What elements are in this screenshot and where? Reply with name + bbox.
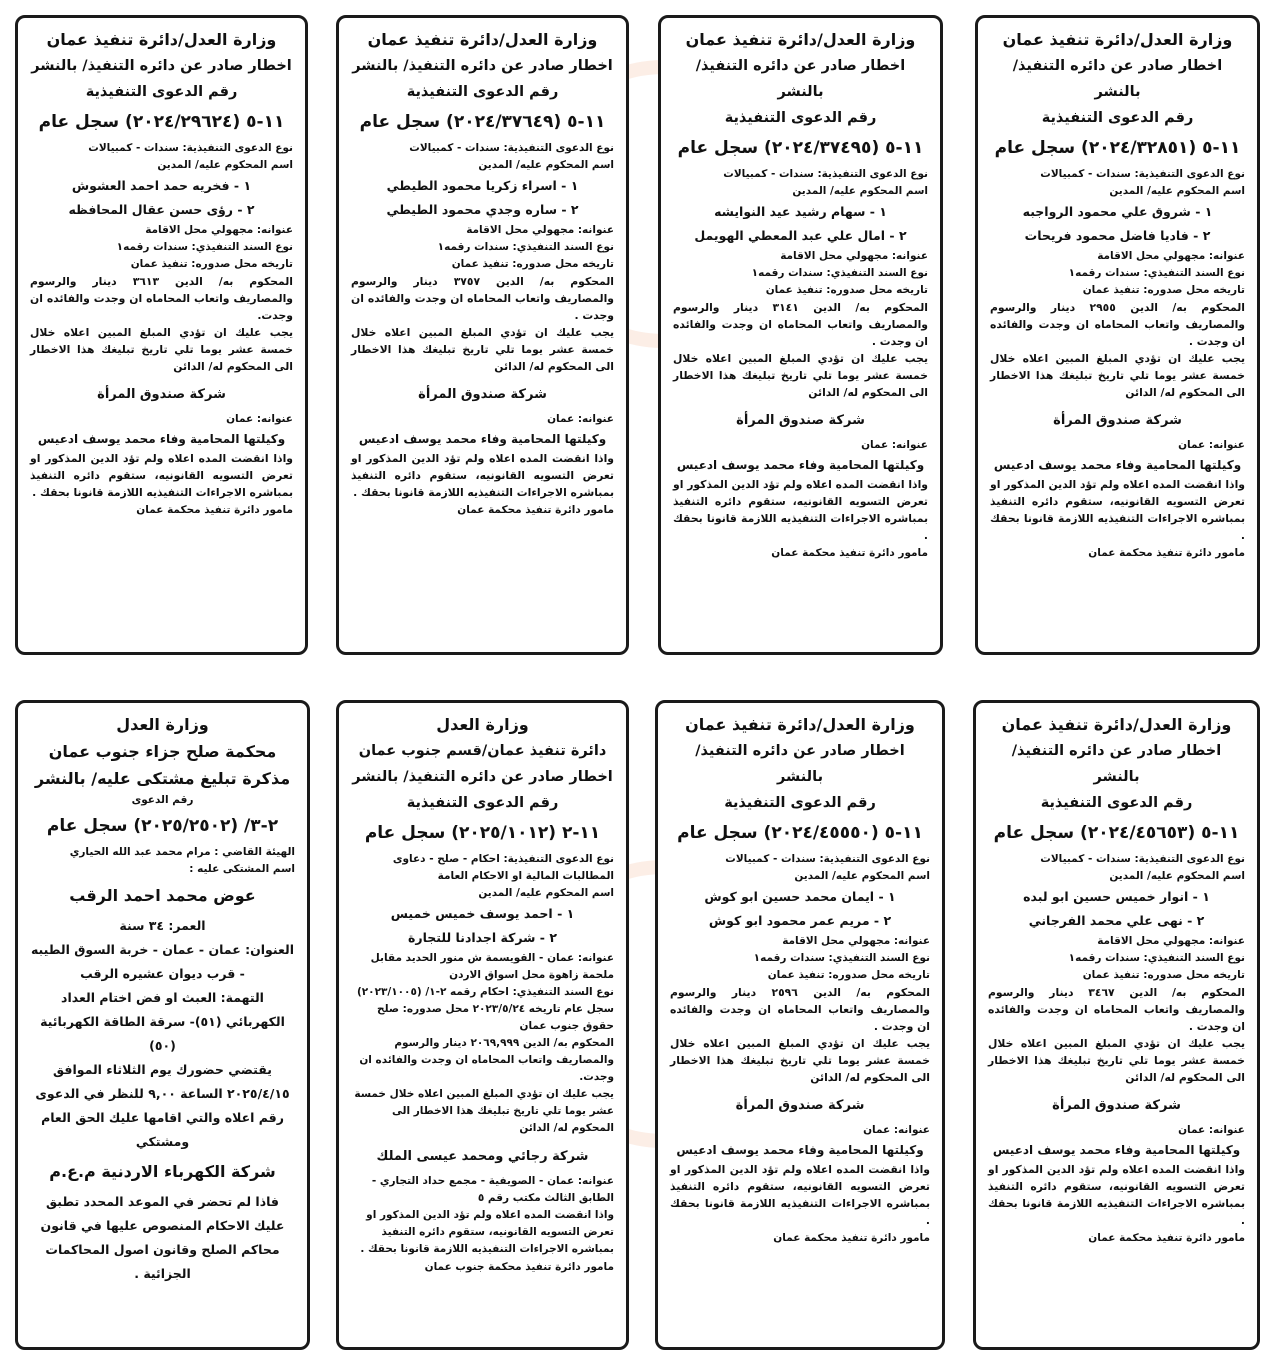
notice-line: عنوانه: عمان — [863, 1124, 930, 1136]
notice-line: ١١-٥ (٢٠٢٤/٤٥٦٥٣) سجل عام — [993, 823, 1240, 843]
notice-line: ٢ - نهى علي محمد الفرجاني — [1028, 913, 1205, 928]
notice-line: اخطار صادر عن دائره التنفيذ/ بالنشر — [352, 769, 613, 785]
notice-line: رقم الدعوى التنفيذية — [406, 795, 559, 811]
notice-line: الهيئة القاضي : مرام محمد عبد الله الحياري — [69, 846, 295, 858]
notice-line: اخطار صادر عن دائره التنفيذ/ بالنشر — [352, 58, 613, 74]
notice-line: ١ - فخريه حمد احمد العشوش — [71, 178, 252, 193]
notice-card — [15, 700, 310, 1350]
notice-line: تاريخه محل صدوره: تنفيذ عمان — [451, 258, 614, 270]
notice-line: تاريخه محل صدوره: تنفيذ عمان — [1082, 969, 1245, 981]
notice-line: عنوانه: عمان — [547, 413, 614, 425]
notice-card — [336, 700, 629, 1350]
notice-line: نوع السند التنفيذي: احكام رقمه ٢-١/ (٢٠٢٣/١٠٠٥) سجل عام تاريخه ٢٠٢٣/٥/٢٤ محل صدوره: صلح حقوق جنوب عمان — [356, 986, 614, 1032]
notice-line: ٢ - امال علي عبد المعطي الهويمل — [694, 228, 907, 243]
notice-line: عنوانه: مجهولي محل الاقامة — [145, 224, 293, 236]
notice-line: يجب عليك ان تؤدي المبلغ المبين اعلاه خلال خمسة عشر يوما تلي تاريخ تبليغك هذا الاخطار الى المحكوم له/ الدائن — [673, 352, 928, 399]
notice-line: يجب عليك ان تؤدي المبلغ المبين اعلاه خلال خمسة عشر يوما تلي تاريخ تبليغك هذا الاخطار الى المحكوم له/ الدائن — [670, 1037, 930, 1084]
notice-line: واذا انقضت المده اعلاه ولم تؤد الدين المذكور او تعرض التسويه القانونيه، ستقوم دائره التنفيذ بمباشره الاجراءات التنفيذيه اللازمة قانونا بحقك . — [673, 478, 928, 542]
notice-line: ١١-٥ (٢٠٢٤/٤٥٥٥٠) سجل عام — [677, 823, 923, 843]
notice-line: ١١-٥ (٢٠٢٤/٢٩٦٢٤) سجل عام — [38, 112, 285, 132]
notice-line: رقم الدعوى التنفيذية — [1041, 110, 1194, 126]
notice-line: يجب عليك ان تؤدي المبلغ المبين اعلاه خلال خمسة عشر يوما تلي تاريخ تبليغك هذا الاخطار الى المحكوم له/ الدائن — [351, 326, 614, 373]
notice-line: رقم الدعوى التنفيذية — [1040, 795, 1193, 811]
notice-line: شركة صندوق المرأة — [735, 1098, 865, 1113]
notice-line: المحكوم به/ الدين ٣٤٦٧ دينار والرسوم والمصاريف واتعاب المحاماه ان وجدت والفائده ان وجدت . — [988, 986, 1245, 1033]
notice-line: واذا انقضت المده اعلاه ولم تؤد الدين المذكور او تعرض التسويه القانونيه، ستقوم دائره التنفيذ بمباشره الاجراءات التنفيذيه اللازمة قانونا بحقك . — [360, 1209, 614, 1255]
notice-line: وزارة العدل/دائرة تنفيذ عمان — [367, 30, 598, 49]
notice-line: رقم الدعوى التنفيذية — [724, 795, 876, 811]
notice-line: العنوان: عمان - عمان - خربة السوق الطيبه - قرب ديوان عشيره الرقب — [30, 942, 295, 981]
notice-line: رقم الدعوى التنفيذية — [85, 84, 238, 100]
notice-line: المحكوم به/ الدين ٣٦١٣ دينار والرسوم والمصاريف واتعاب المحاماه ان وجدت والفائده ان وجدت. — [30, 275, 293, 322]
notice-line: ١ - سهام رشيد عيد النوايشه — [714, 204, 887, 219]
notice-line: عنوانه: مجهولي محل الاقامة — [780, 250, 928, 262]
notice-line: وكيلتها المحامية وفاء محمد يوسف ادعيس — [676, 458, 925, 472]
notice-line: واذا انقضت المده اعلاه ولم تؤد الدين المذكور او تعرض التسويه القانونيه، ستقوم دائره التنفيذ بمباشره الاجراءات التنفيذيه اللازمة قانونا بحقك . — [990, 478, 1245, 542]
notice-line: واذا انقضت المده اعلاه ولم تؤد الدين المذكور او تعرض التسويه القانونيه، ستقوم دائره التنفيذ بمباشره الاجراءات التنفيذيه اللازمة قانونا بحقك . — [351, 452, 614, 499]
notice-line: نوع الدعوى التنفيذية: سندات - كمبيالات — [88, 142, 293, 154]
notice-line: ١ - انوار خميس حسين ابو لبده — [1023, 889, 1210, 904]
notice-line: ١ - اسراء زكريا محمود الطيطي — [386, 178, 579, 193]
notice-line: نوع السند التنفيذي: سندات رقمه١ — [437, 241, 614, 253]
notice-line: نوع الدعوى التنفيذية: سندات - كمبيالات — [409, 142, 614, 154]
notice-line: ١١-٢ (٢٠٢٥/١٠١٢) سجل عام — [364, 823, 601, 843]
notice-line: ١١-٥ (٢٠٢٤/٣٧٦٤٩) سجل عام — [359, 112, 606, 132]
notice-line: اخطار صادر عن دائره التنفيذ/ بالنشر — [1011, 743, 1222, 785]
notice-line: اسم المحكوم عليه/ المدين — [792, 185, 928, 197]
notice-line: اسم المحكوم عليه/ المدين — [157, 159, 293, 171]
notice-line: ١ - ايمان محمد حسين ابو كوش — [704, 889, 896, 904]
notice-line: تاريخه محل صدوره: تنفيذ عمان — [765, 284, 928, 296]
notice-line: اسم المحكوم عليه/ المدين — [478, 887, 614, 899]
notice-line: اسم المحكوم عليه/ المدين — [794, 870, 930, 882]
notice-line: نوع السند التنفيذي: سندات رقمه١ — [116, 241, 293, 253]
notice-line: نوع الدعوى التنفيذية: سندات - كمبيالات — [723, 168, 928, 180]
notice-line: ١ - احمد يوسف خميس خميس — [390, 906, 575, 921]
notice-line: وزارة العدل — [436, 715, 529, 734]
notice-line: عنوانه: مجهولي محل الاقامة — [782, 935, 930, 947]
notice-line: واذا انقضت المده اعلاه ولم تؤد الدين المذكور او تعرض التسويه القانونيه، ستقوم دائره التنفيذ بمباشره الاجراءات التنفيذيه اللازمة قانونا بحقك . — [30, 452, 293, 499]
notice-line: مذكرة تبليغ مشتكى عليه/ بالنشر — [34, 769, 291, 788]
notice-line: شركة صندوق المرأة — [736, 413, 865, 428]
notice-line: العمر: ٣٤ سنة — [119, 918, 206, 933]
notice-line: وزارة العدل — [116, 715, 209, 734]
notice-line: شركة صندوق المرأة — [418, 387, 547, 402]
notice-line: شركة صندوق المرأة — [1052, 1098, 1181, 1113]
notice-line: ١ - شروق علي محمود الرواجبه — [1022, 204, 1213, 219]
notice-line: رقم الدعوى — [131, 794, 194, 806]
notice-line: يجب عليك ان تؤدي المبلغ المبين اعلاه خلال خمسة عشر يوما تلي تاريخ تبليغك هذا الاخطار الى المحكوم له/ الدائن — [354, 1088, 614, 1134]
notice-line: المحكوم به/ الدين ٢٩٥٥ دينار والرسوم والمصاريف واتعاب المحاماه ان وجدت والفائده ان وجدت . — [990, 301, 1245, 348]
notice-line: محكمة صلح جزاء جنوب عمان — [48, 742, 277, 761]
notice-card — [975, 15, 1260, 655]
notice-line: تاريخه محل صدوره: تنفيذ عمان — [1082, 284, 1245, 296]
notice-line: اسم المحكوم عليه/ المدين — [1109, 870, 1245, 882]
notice-line: المحكوم به/ الدين ٣١٤١ دينار والرسوم والمصاريف واتعاب المحاماه ان وجدت والفائده ان وجدت . — [673, 301, 928, 348]
notice-line: اسم المحكوم عليه/ المدين — [1109, 185, 1245, 197]
notice-line: مامور دائرة تنفيذ محكمة جنوب عمان — [424, 1261, 614, 1273]
notice-line: ١١-٥ (٢٠٢٤/٣٢٨٥١) سجل عام — [994, 138, 1241, 158]
notice-line: ٢ - شركة اجدادنا للتجارة — [408, 930, 557, 945]
notice-line: مامور دائرة تنفيذ محكمة عمان — [1088, 1232, 1245, 1244]
notice-line: مامور دائرة تنفيذ محكمة عمان — [136, 504, 293, 516]
notice-line: عنوانه: مجهولي محل الاقامة — [1097, 250, 1245, 262]
notice-line: وكيلتها المحامية وفاء محمد يوسف ادعيس — [993, 458, 1242, 472]
notice-line: ٢ - فاديا فاضل محمود فريحات — [1024, 228, 1211, 243]
notice-line: عنوانه: مجهولي محل الاقامة — [1097, 935, 1245, 947]
notice-line: يجب عليك ان تؤدي المبلغ المبين اعلاه خلال خمسة عشر يوما تلي تاريخ تبليغك هذا الاخطار الى المحكوم له/ الدائن — [990, 352, 1245, 399]
notice-line: يجب عليك ان تؤدي المبلغ المبين اعلاه خلال خمسة عشر يوما تلي تاريخ تبليغك هذا الاخطار الى المحكوم له/ الدائن — [988, 1037, 1245, 1084]
notice-line: واذا انقضت المده اعلاه ولم تؤد الدين المذكور او تعرض التسويه القانونيه، ستقوم دائره التنفيذ بمباشره الاجراءات التنفيذيه اللازمة قانونا بحقك . — [988, 1163, 1245, 1227]
notice-line: اخطار صادر عن دائره التنفيذ/ بالنشر — [1012, 58, 1223, 100]
notice-line: نوع السند التنفيذي: سندات رقمه١ — [1068, 952, 1245, 964]
notice-line: نوع السند التنفيذي: سندات رقمه١ — [751, 267, 928, 279]
notice-line: وزارة العدل/دائرة تنفيذ عمان — [46, 30, 277, 49]
notice-card — [973, 700, 1260, 1350]
notice-line: وزارة العدل/دائرة تنفيذ عمان — [1001, 715, 1232, 734]
notice-line: عنوانه: مجهولي محل الاقامة — [466, 224, 614, 236]
notice-line: نوع الدعوى التنفيذية: احكام - صلح - دعاوى المطالبات المالية او الاحكام العامة — [392, 853, 614, 882]
notice-line: ٢ - رؤى حسن عقال المحافظه — [68, 202, 255, 217]
notice-line: تاريخه محل صدوره: تنفيذ عمان — [767, 969, 930, 981]
notice-line: عنوانه: عمان — [1178, 439, 1245, 451]
notice-line: شركة رجائي ومحمد عيسى الملك — [376, 1149, 589, 1164]
notice-line: اخطار صادر عن دائره التنفيذ/ بالنشر — [31, 58, 292, 74]
notice-line: تاريخه محل صدوره: تنفيذ عمان — [130, 258, 293, 270]
notice-line: مامور دائرة تنفيذ محكمة عمان — [1088, 547, 1245, 559]
notice-line: شركة صندوق المرأة — [97, 387, 226, 402]
notice-line: ١١-٥ (٢٠٢٤/٣٧٤٩٥) سجل عام — [677, 138, 924, 158]
notice-line: وكيلتها المحامية وفاء محمد يوسف ادعيس — [992, 1143, 1241, 1157]
notice-line: المحكوم به/ الدين ٢٠٦٩,٩٩٩ دينار والرسوم والمصاريف واتعاب المحاماه ان وجدت والفائده ان وجدت. — [359, 1037, 614, 1083]
notice-line: شركة الكهرباء الاردنية م.ع.م — [49, 1162, 276, 1181]
notice-line: وكيلتها المحامية وفاء محمد يوسف ادعيس — [358, 432, 607, 446]
notice-line: وكيلتها المحامية وفاء محمد يوسف ادعيس — [676, 1143, 924, 1157]
notice-card — [15, 15, 308, 655]
notice-line: عوض محمد احمد الرقب — [69, 886, 256, 905]
notice-line: وزارة العدل/دائرة تنفيذ عمان — [685, 30, 916, 49]
notice-line: نوع الدعوى التنفيذية: سندات - كمبيالات — [1040, 853, 1245, 865]
notice-line: نوع السند التنفيذي: سندات رقمه١ — [753, 952, 930, 964]
notice-line: مامور دائرة تنفيذ محكمة عمان — [457, 504, 614, 516]
notice-line: عنوانه: عمان - الصويفية - مجمع حداد التجاري - الطابق الثالث مكتب رقم ٥ — [371, 1175, 614, 1204]
notice-line: شركة صندوق المرأة — [1053, 413, 1182, 428]
notice-line: ٢ - ساره وجدي محمود الطيطي — [386, 202, 579, 217]
notice-line: المحكوم به/ الدين ٢٥٩٦ دينار والرسوم والمصاريف واتعاب المحاماه ان وجدت والفائده ان وجدت . — [670, 986, 930, 1033]
notice-card — [336, 15, 629, 655]
notice-line: عنوانه: عمان — [861, 439, 928, 451]
notice-card — [658, 15, 943, 655]
notice-line: اخطار صادر عن دائره التنفيذ/ بالنشر — [695, 58, 906, 100]
notice-line: المحكوم به/ الدين ٣٧٥٧ دينار والرسوم والمصاريف واتعاب المحاماه ان وجدت والفائده ان وجدت . — [351, 275, 614, 322]
notice-line: التهمة: العبث او فض اختام العداد الكهربائي (٥١)- سرقة الطاقة الكهربائية (٥٠) — [40, 990, 285, 1053]
notice-line: عنوانه: عمان - القويسمة ش منور الحديد مقابل ملحمة زاهوة محل اسواق الاردن — [370, 952, 614, 981]
notice-card — [655, 700, 945, 1350]
notice-line: نوع السند التنفيذي: سندات رقمه١ — [1068, 267, 1245, 279]
notice-line: ٢-٣/ (٢٠٢٥/٢٥٠٢) سجل عام — [46, 816, 279, 836]
notice-line: رقم الدعوى التنفيذية — [406, 84, 559, 100]
notice-line: وكيلتها المحامية وفاء محمد يوسف ادعيس — [37, 432, 286, 446]
notice-line: يجب عليك ان تؤدي المبلغ المبين اعلاه خلال خمسة عشر يوما تلي تاريخ تبليغك هذا الاخطار الى المحكوم له/ الدائن — [30, 326, 293, 373]
notice-line: واذا انقضت المده اعلاه ولم تؤد الدين المذكور او تعرض التسويه القانونيه، ستقوم دائره التنفيذ بمباشره الاجراءات التنفيذيه اللازمة قانونا بحقك . — [670, 1163, 930, 1227]
notice-line: مامور دائرة تنفيذ محكمة عمان — [771, 547, 928, 559]
notice-line: نوع الدعوى التنفيذية: سندات - كمبيالات — [1040, 168, 1245, 180]
notice-line: اسم المحكوم عليه/ المدين — [478, 159, 614, 171]
notice-line: وزارة العدل/دائرة تنفيذ عمان — [1002, 30, 1233, 49]
notice-line: عنوانه: عمان — [226, 413, 293, 425]
notice-line: وزارة العدل/دائرة تنفيذ عمان — [685, 715, 915, 734]
notice-line: نوع الدعوى التنفيذية: سندات - كمبيالات — [725, 853, 930, 865]
notice-line: دائرة تنفيذ عمان/قسم جنوب عمان — [358, 743, 607, 759]
notice-line: مامور دائرة تنفيذ محكمة عمان — [773, 1232, 930, 1244]
notice-line: عنوانه: عمان — [1178, 1124, 1245, 1136]
notice-line: ٢ - مريم عمر محمود ابو كوش — [708, 913, 892, 928]
notice-line: اسم المشتكى عليه : — [189, 863, 295, 875]
notice-line: اخطار صادر عن دائره التنفيذ/ بالنشر — [695, 743, 905, 785]
notice-line: فاذا لم تحضر في الموعد المحدد تطبق عليك الاحكام المنصوص عليها في قانون محاكم الصلح وقانون اصول المحاكمات الجزائية . — [40, 1194, 285, 1281]
notice-line: يقتضي حضورك يوم الثلاثاء الموافق ٢٠٢٥/٤/١٥ الساعة ٩,٠٠ للنظر في الدعوى رقم اعلاه والتي اقامها عليك الحق العام ومشتكي — [35, 1062, 290, 1149]
notice-line: رقم الدعوى التنفيذية — [724, 110, 877, 126]
